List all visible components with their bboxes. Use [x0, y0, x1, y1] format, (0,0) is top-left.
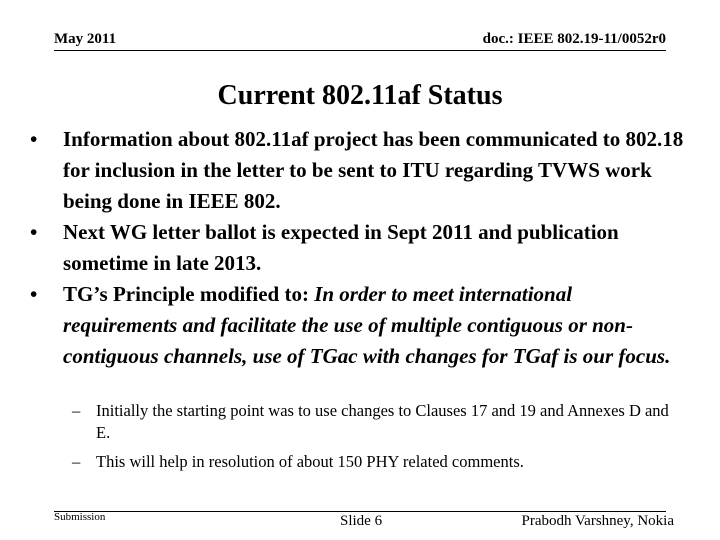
header-divider [54, 50, 666, 51]
sub-bullet-text: This will help in resolution of about 150 PHY related comments. [96, 452, 524, 471]
bullet-text: Next WG letter ballot is expected in Sept 2011 and publication sometime in late 2013. [63, 220, 619, 275]
bullet-marker: • [30, 127, 38, 151]
bullet-emphasis-text: In order to meet international requirements and facilitate the use of multiple contiguous or non-contiguous channels, use of TGac with changes for TGaf is our focus. [63, 282, 671, 368]
sub-bullet-list [72, 400, 682, 480]
bullet-item [30, 124, 690, 217]
bullet-item [30, 279, 690, 372]
sub-bullet-item [72, 400, 682, 444]
footer-submission-label: Submission [54, 511, 106, 523]
slide-title: Current 802.11af Status [217, 80, 503, 111]
footer-slide-number: Slide 6 [340, 513, 383, 529]
bullet-text: TG’s Principle modified to: [63, 282, 315, 306]
sub-bullet-item [72, 451, 682, 473]
header-doc-id: doc.: IEEE 802.19-11/0052r0 [482, 31, 666, 47]
bullet-list [30, 124, 690, 372]
bullet-marker: • [30, 282, 38, 306]
sub-bullet-text: Initially the starting point was to use changes to Clauses 17 and 19 and Annexes D and E. [96, 401, 669, 442]
bullet-marker: • [30, 220, 38, 244]
bullet-text: Information about 802.11af project has been communicated to 802.18 for inclusion in the letter to be sent to ITU regarding TVWS work being done in IEEE 802. [63, 127, 684, 213]
header-date: May 2011 [54, 31, 117, 47]
footer-divider [54, 511, 666, 512]
bullet-item [30, 217, 690, 279]
sub-bullet-marker: – [72, 401, 81, 420]
sub-bullet-marker: – [72, 452, 81, 471]
footer-author: Prabodh Varshney, Nokia [521, 513, 674, 529]
